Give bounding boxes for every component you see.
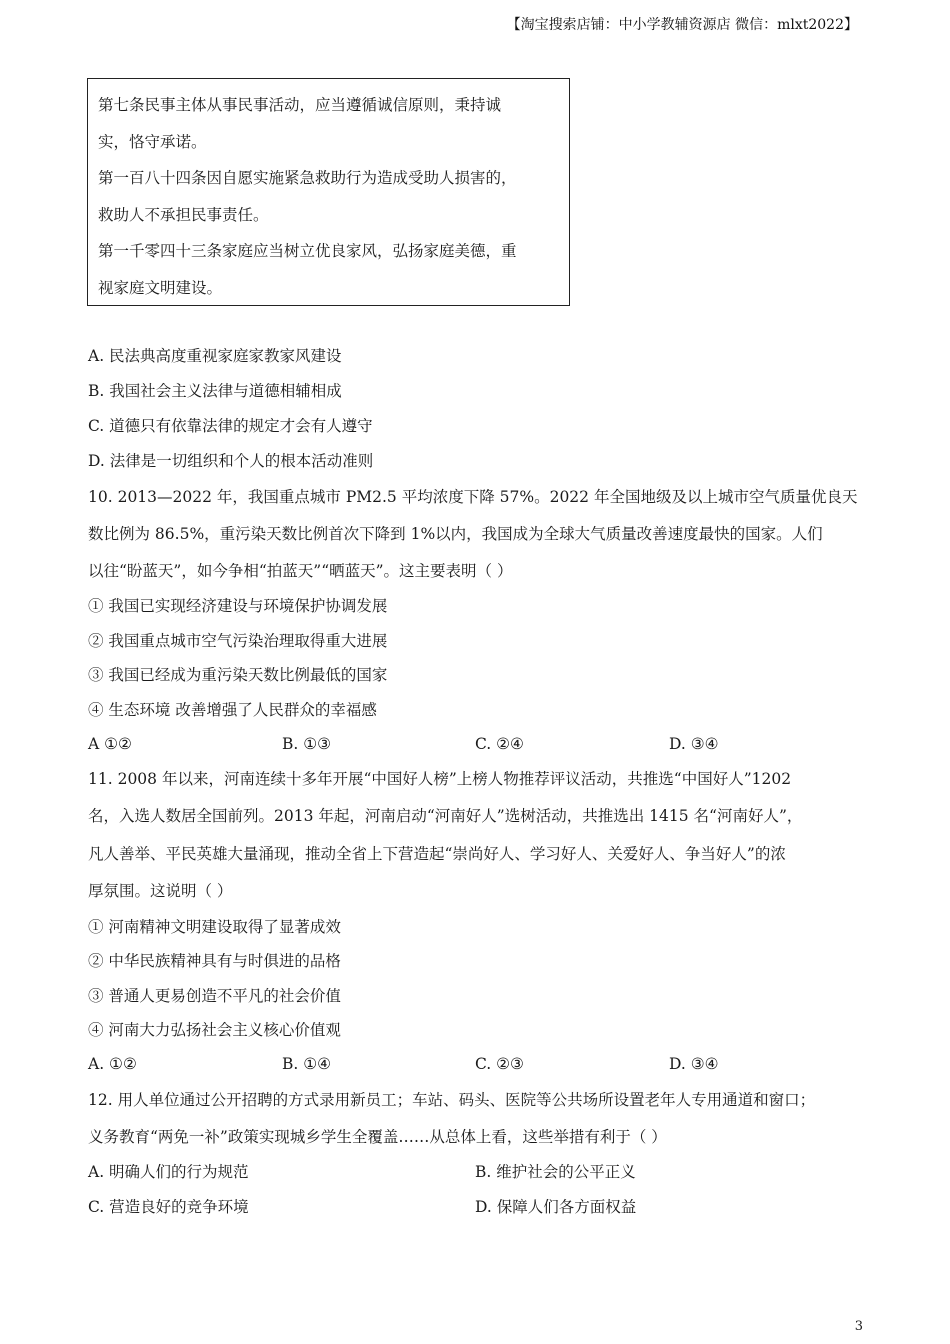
q11-item: ③ 普通人更易创造不平凡的社会价值 <box>88 987 341 1005</box>
box-line: 实，恪守承诺。 <box>98 132 207 151</box>
q9-option-b: B. 我国社会主义法律与道德相辅相成 <box>88 382 342 400</box>
q10-stem-line: 数比例为 86.5%，重污染天数比例首次下降到 1%以内，我国成为全球大气质量改善速度最快的国家。人们 <box>88 525 823 543</box>
page-header: 【淘宝搜索店铺：中小学教辅资源店 微信：mlxt2022】 <box>506 17 858 33</box>
q10-choice-c: C. ②④ <box>475 735 524 753</box>
q11-stem-line: 厚氛围。这说明（ ） <box>88 882 233 900</box>
q12-stem-line: 12. 用人单位通过公开招聘的方式录用新员工；车站、码头、医院等公共场所设置老年人专用通道和窗口； <box>88 1091 816 1109</box>
q10-item: ④ 生态环境 改善增强了人民群众的幸福感 <box>88 701 377 719</box>
box-line: 视家庭文明建设。 <box>98 278 223 297</box>
q10-stem-line: 10. 2013—2022 年，我国重点城市 PM2.5 平均浓度下降 57%。2022 年全国地级及以上城市空气质量优良天 <box>88 488 858 506</box>
box-line: 第七条民事主体从事民事活动，应当遵循诚信原则，秉持诚 <box>98 96 502 114</box>
q12-choice-b: B. 维护社会的公平正义 <box>475 1163 636 1181</box>
q10-choice-a: A ①② <box>88 735 132 753</box>
q9-option-d: D. 法律是一切组织和个人的根本活动准则 <box>88 452 374 470</box>
q10-choice-b: B. ①③ <box>282 735 332 753</box>
q11-stem-line: 凡人善举、平民英雄大量涌现，推动全省上下营造起“崇尚好人、学习好人、关爱好人、争当好人”的浓 <box>88 845 786 863</box>
q10-stem-line: 以往“盼蓝天”，如今争相“拍蓝天”“晒蓝天”。这主要表明（ ） <box>88 562 513 580</box>
q11-choice-a: A. ①② <box>88 1055 137 1073</box>
box-line: 救助人不承担民事责任。 <box>98 205 269 224</box>
q11-choice-b: B. ①④ <box>282 1055 332 1073</box>
q10-item: ③ 我国已经成为重污染天数比例最低的国家 <box>88 666 388 684</box>
q11-item: ② 中华民族精神具有与时俱进的品格 <box>88 952 341 970</box>
q12-choice-c: C. 营造良好的竞争环境 <box>88 1198 249 1216</box>
q12-stem-line: 义务教育“两免一补”政策实现城乡学生全覆盖……从总体上看，这些举措有利于（ ） <box>88 1128 667 1146</box>
page-number: 3 <box>854 1319 863 1334</box>
q11-item: ④ 河南大力弘扬社会主义核心价值观 <box>88 1021 341 1039</box>
q11-stem-line: 11. 2008 年以来，河南连续十多年开展“中国好人榜”上榜人物推荐评议活动，共推选“中国好人”1202 <box>88 770 792 788</box>
q10-item: ① 我国已实现经济建设与环境保护协调发展 <box>88 597 388 615</box>
q11-item: ① 河南精神文明建设取得了显著成效 <box>88 918 341 936</box>
box-line: 第一千零四十三条家庭应当树立优良家风，弘扬家庭美德，重 <box>98 242 517 260</box>
q10-choice-d: D. ③④ <box>669 735 719 753</box>
q10-item: ② 我国重点城市空气污染治理取得重大进展 <box>88 632 388 650</box>
q11-choice-d: D. ③④ <box>669 1055 719 1073</box>
q11-choice-c: C. ②③ <box>475 1055 524 1073</box>
q9-option-a: A. 民法典高度重视家庭家教家风建设 <box>88 347 342 365</box>
q12-choice-a: A. 明确人们的行为规范 <box>88 1163 249 1181</box>
law-excerpt-box <box>87 78 570 306</box>
box-line: 第一百八十四条因自愿实施紧急救助行为造成受助人损害的， <box>98 169 517 187</box>
q9-option-c: C. 道德只有依靠法律的规定才会有人遵守 <box>88 417 373 435</box>
q12-choice-d: D. 保障人们各方面权益 <box>475 1198 637 1216</box>
q11-stem-line: 名，入选人数居全国前列。2013 年起，河南启动“河南好人”选树活动，共推选出 1415 名“河南好人”， <box>88 807 803 825</box>
